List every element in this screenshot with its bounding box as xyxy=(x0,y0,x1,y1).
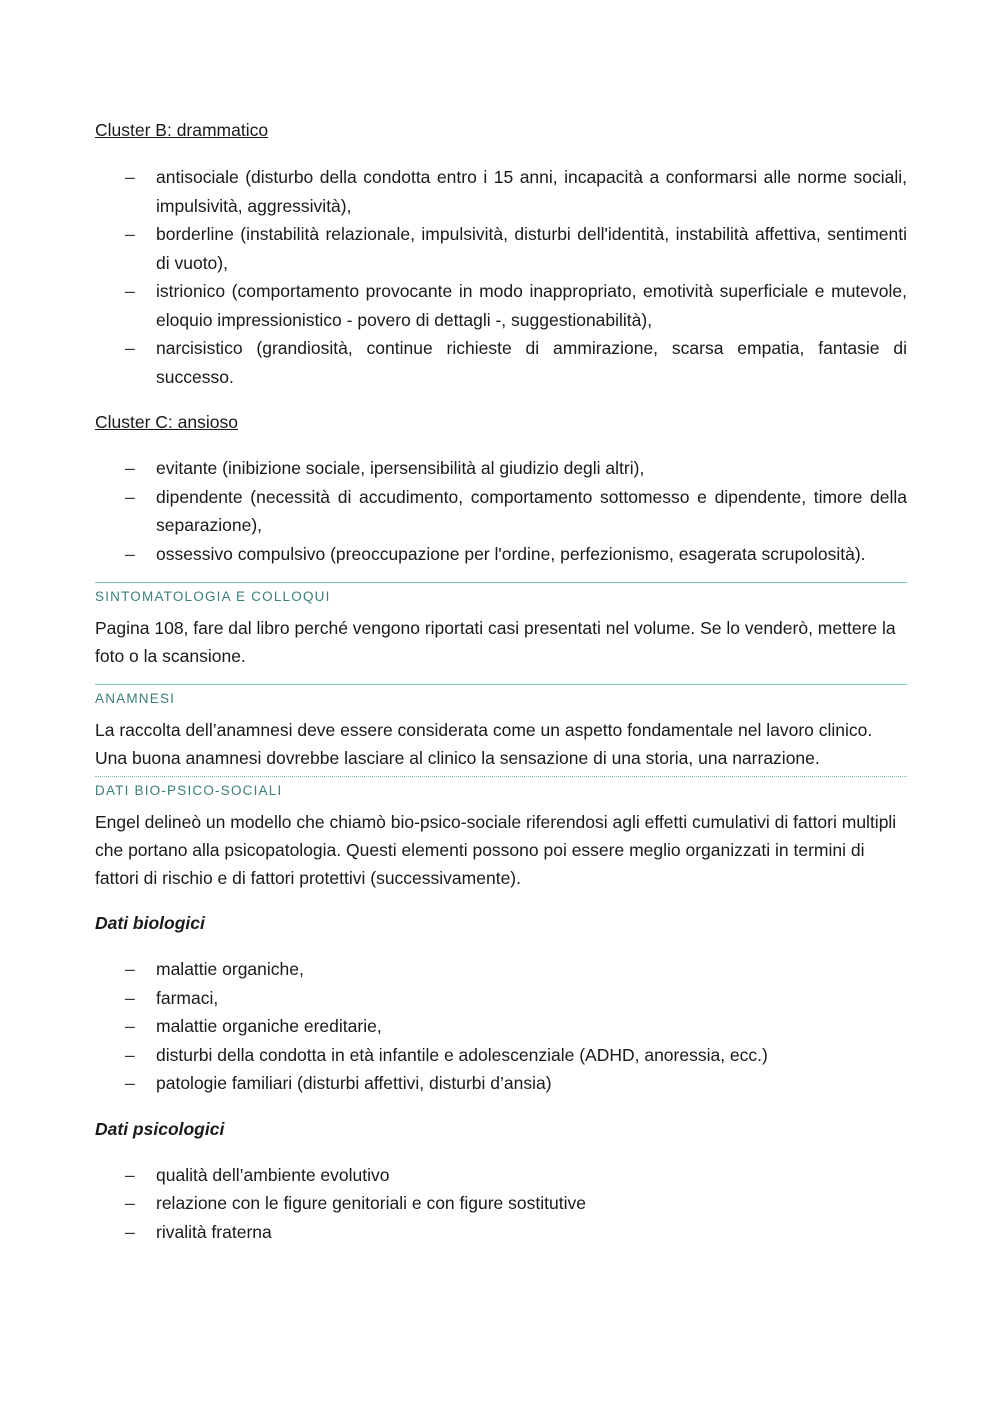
dati-bio-heading: DATI BIO-PSICO-SOCIALI xyxy=(95,783,283,798)
cluster-b-list xyxy=(95,163,907,391)
dati-biologici-title: Dati biologici xyxy=(95,913,205,933)
dash-bullet-icon: – xyxy=(125,1221,135,1242)
dash-bullet-icon: – xyxy=(125,281,135,301)
sintomatologia-text: Pagina 108, fare dal libro perché vengono riportati casi presentati nel volume. Se lo venderò, mettere la foto o la scansione. xyxy=(95,618,896,666)
list-item: – borderline (instabilità relazionale, impulsività, disturbi dell'identità, instabilità affettiva, sentimenti di vuoto), xyxy=(95,220,907,277)
dash-bullet-icon: – xyxy=(125,543,135,564)
dash-bullet-icon: – xyxy=(125,1164,135,1185)
dash-bullet-icon: – xyxy=(125,224,135,244)
dash-bullet-icon: – xyxy=(125,1073,135,1093)
page-content xyxy=(95,116,907,1246)
list-item: – qualità dell’ambiente evolutivo xyxy=(95,1161,907,1190)
dash-bullet-icon: – xyxy=(125,1016,135,1036)
list-item: – istrionico (comportamento provocante in modo inappropriato, emotività superficiale e mutevole, eloquio impressionistico - povero di dettagli -, suggestionabilità), xyxy=(95,277,907,334)
list-item: – malattie organiche, xyxy=(95,955,907,984)
list-item: – dipendente (necessità di accudimento, comportamento sottomesso e dipendente, timore della separazione), xyxy=(95,483,907,540)
dash-bullet-icon: – xyxy=(125,1044,135,1065)
list-item: – malattie organiche ereditarie, xyxy=(95,1012,907,1041)
dash-bullet-icon: – xyxy=(125,1193,135,1213)
dash-bullet-icon: – xyxy=(125,458,135,478)
list-item: – relazione con le figure genitoriali e con figure sostitutive xyxy=(95,1189,907,1218)
list-item: – evitante (inibizione sociale, ipersensibilità al giudizio degli altri), xyxy=(95,454,907,483)
list-item: – antisociale (disturbo della condotta entro i 15 anni, incapacità a conformarsi alle norme sociali, impulsività, aggressività), xyxy=(95,163,907,220)
list-item: – patologie familiari (disturbi affettivi, disturbi d’ansia) xyxy=(95,1069,907,1098)
dash-bullet-icon: – xyxy=(125,338,135,358)
list-item: – disturbi della condotta in età infantile e adolescenziale (ADHD, anoressia, ecc.) xyxy=(95,1041,907,1070)
list-item: – ossessivo compulsivo (preoccupazione per l'ordine, perfezionismo, esagerata scrupolosità). xyxy=(95,540,907,569)
cluster-b-title: Cluster B: drammatico xyxy=(95,120,269,140)
dati-psicologici-title: Dati psicologici xyxy=(95,1118,225,1139)
dati-biologici-list xyxy=(95,955,907,1098)
dati-bio-text: Engel delineò un modello che chiamò bio-psico-sociale riferendosi agli effetti cumulativi di fattori multipli che portano alla psicopatologia. Questi elementi possono poi essere meglio organizzati in termini di fattori di rischio e di fattori protettivi (successivamente). xyxy=(95,812,897,888)
dati-psicologici-list xyxy=(95,1161,907,1247)
dash-bullet-icon: – xyxy=(125,959,135,979)
list-item: – narcisistico (grandiosità, continue richieste di ammirazione, scarsa empatia, fantasie di successo. xyxy=(95,334,907,391)
list-item: – rivalità fraterna xyxy=(95,1218,907,1247)
anamnesi-text: La raccolta dell’anamnesi deve essere considerata come un aspetto fondamentale nel lavoro clinico. Una buona anamnesi dovrebbe lasciare al clinico la sensazione di una storia, una narrazione. xyxy=(95,720,873,768)
list-item: – farmaci, xyxy=(95,984,907,1013)
dash-bullet-icon: – xyxy=(125,987,135,1008)
sintomatologia-heading: SINTOMATOLOGIA E COLLOQUI xyxy=(95,589,331,604)
dash-bullet-icon: – xyxy=(125,167,135,187)
cluster-c-list xyxy=(95,454,907,568)
dash-bullet-icon: – xyxy=(125,486,135,507)
cluster-c-title: Cluster C: ansioso xyxy=(95,412,238,432)
anamnesi-heading: ANAMNESI xyxy=(95,691,176,706)
